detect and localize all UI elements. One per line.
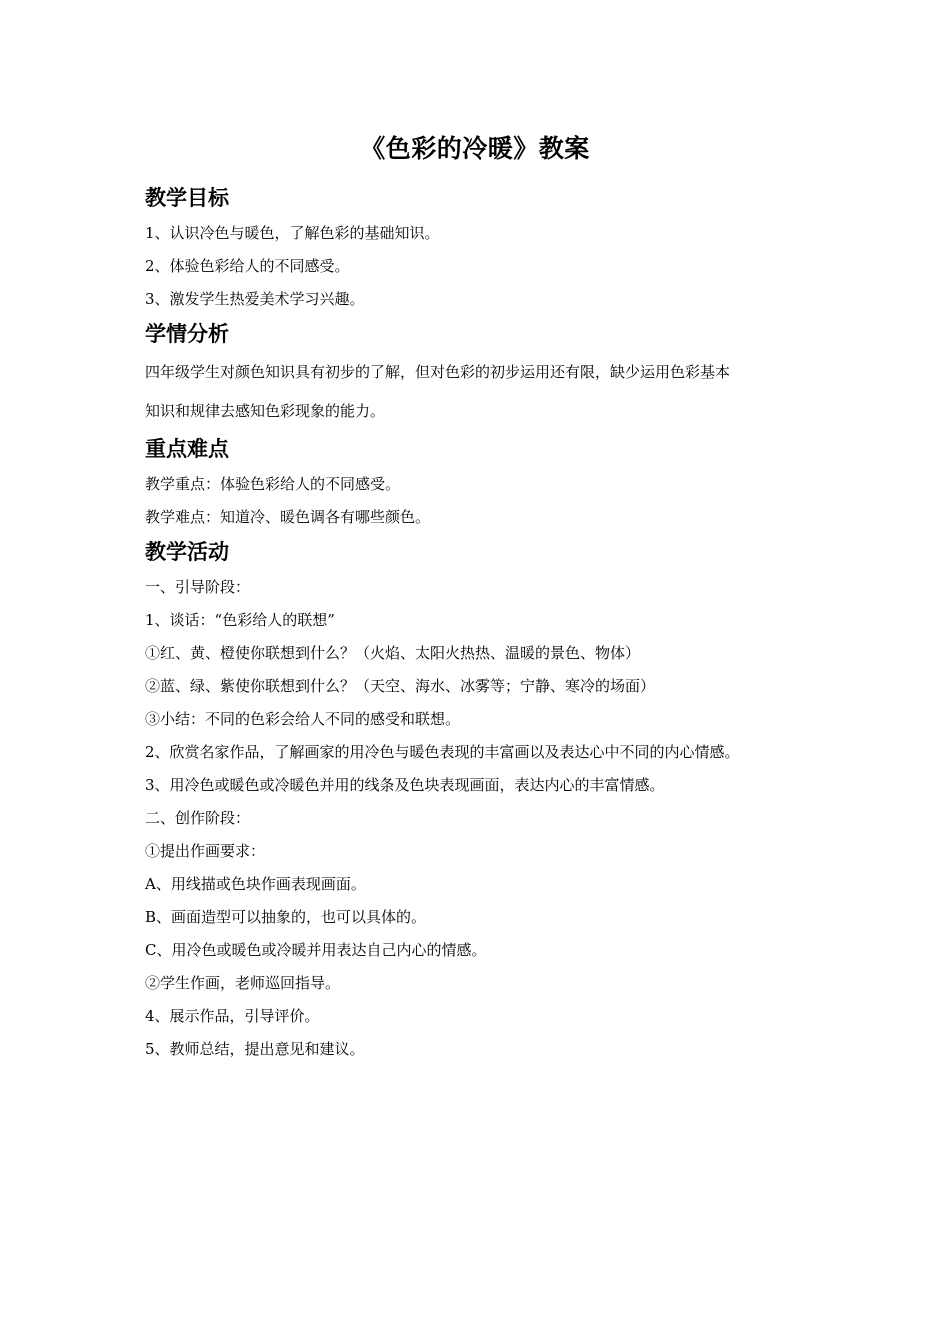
goal-item: 3、激发学生热爱美术学习兴趣。 (145, 290, 365, 308)
section-student-analysis (145, 316, 815, 431)
activity-line: 2、欣赏名家作品，了解画家的用冷色与暖色表现的丰富画以及表达心中不同的内心情感。 (145, 743, 740, 761)
document-title: 《色彩的冷暖》教案 (360, 134, 590, 163)
goal-item: 1、认识冷色与暖色，了解色彩的基础知识。 (145, 224, 440, 242)
section-heading: 教学目标 (145, 186, 229, 210)
activity-line: 一、引导阶段： (145, 578, 251, 596)
activity-line: ②蓝、绿、紫使你联想到什么？（天空、海水、冰雾等；宁静、寒冷的场面） (145, 677, 656, 695)
document-body (145, 180, 815, 1066)
section-teaching-activities (145, 534, 815, 1066)
activity-line: B、画面造型可以抽象的，也可以具体的。 (145, 908, 427, 926)
key-point-item: 教学难点：知道冷、暖色调各有哪些颜色。 (145, 508, 431, 526)
activity-line: A、用线描或色块作画表现画面。 (145, 875, 366, 893)
activity-line: C、用冷色或暖色或冷暖并用表达自己内心的情感。 (145, 941, 487, 959)
activity-line: ①红、黄、橙使你联想到什么？（火焰、太阳火热热、温暖的景色、物体） (145, 644, 641, 662)
activity-line: 1、谈话：“色彩给人的联想” (145, 611, 335, 629)
section-heading: 教学活动 (145, 540, 229, 564)
activity-line: 二、创作阶段： (145, 809, 251, 827)
paragraph-line: 知识和规律去感知色彩现象的能力。 (145, 402, 386, 420)
paragraph-line: 四年级学生对颜色知识具有初步的了解，但对色彩的初步运用还有限，缺少运用色彩基本 (145, 363, 731, 381)
activity-line: 5、教师总结，提出意见和建议。 (145, 1040, 365, 1058)
section-heading: 学情分析 (145, 322, 229, 346)
section-heading: 重点难点 (145, 437, 229, 461)
key-point-item: 教学重点：体验色彩给人的不同感受。 (145, 475, 401, 493)
activity-line: ②学生作画，老师巡回指导。 (145, 974, 341, 992)
analysis-paragraph (145, 353, 815, 431)
goal-item: 2、体验色彩给人的不同感受。 (145, 257, 350, 275)
activity-line: ③小结：不同的色彩会给人不同的感受和联想。 (145, 710, 461, 728)
activity-line: ①提出作画要求： (145, 842, 266, 860)
activity-line: 3、用冷色或暖色或冷暖色并用的线条及色块表现画面，表达内心的丰富情感。 (145, 776, 665, 794)
section-key-points (145, 431, 815, 534)
section-teaching-goals (145, 180, 815, 316)
activity-line: 4、展示作品，引导评价。 (145, 1007, 320, 1025)
